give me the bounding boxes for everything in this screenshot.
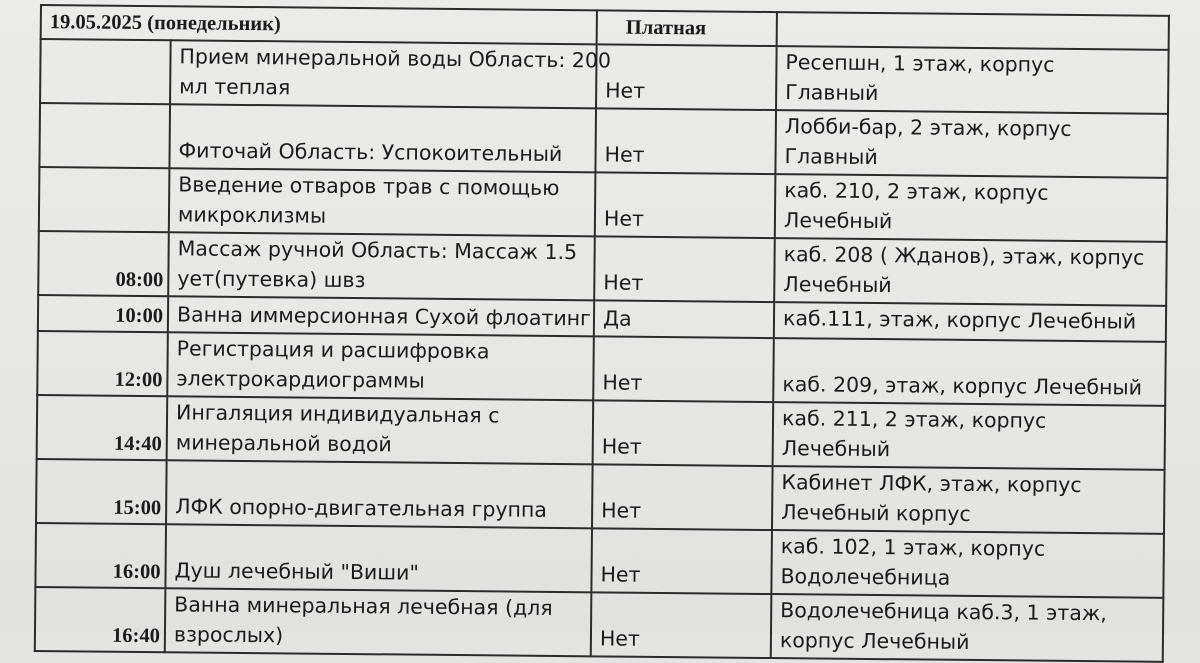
location-cell [773, 338, 1166, 406]
paid-cell: Нет [595, 172, 776, 238]
location-cell [774, 302, 1166, 342]
location-line: Лечебный [781, 436, 891, 462]
location-line: Главный [785, 80, 879, 106]
location-line: Водолечебница каб.3, 1 этаж, [780, 598, 1107, 626]
location-line: каб. 102, 1 этаж, корпус [780, 534, 1046, 561]
procedure-name-cell [167, 332, 594, 400]
time-cell: 12:00 [37, 331, 168, 396]
location-line: корпус Лечебный [779, 628, 970, 654]
location-line: каб.111, этаж, корпус Лечебный [782, 306, 1137, 334]
paid-cell: Да [594, 300, 774, 338]
time-cell: 15:00 [36, 459, 167, 524]
procedure-name-line: электрокардиограммы [176, 366, 425, 393]
place-column-header [777, 12, 1169, 50]
procedure-name-line: Введение отваров трав с помощью [178, 172, 560, 200]
schedule-row [36, 459, 1165, 534]
location-line: Кабинет ЛФК, этаж, корпус [781, 470, 1082, 498]
time-cell [40, 39, 171, 104]
time-cell: 08:00 [38, 231, 169, 296]
procedure-name-cell [168, 232, 595, 300]
location-line: Ресепшн, 1 этаж, корпус [785, 50, 1055, 77]
procedure-name-cell [169, 168, 596, 236]
location-cell [775, 110, 1168, 178]
procedure-name-line: мл теплая [179, 74, 291, 100]
paid-cell: Нет [592, 464, 773, 530]
procedure-name-line: ЛФК опорно-двигательная группа [175, 494, 548, 522]
location-cell [776, 46, 1169, 114]
procedure-name-line [179, 105, 595, 139]
procedure-name-line: Ванна минеральная лечебная (для [174, 592, 553, 620]
date-header: 19.05.2025 (понедельник) [41, 5, 597, 44]
paid-cell: Нет [596, 44, 777, 110]
location-cell [771, 594, 1164, 662]
time-cell [39, 167, 170, 232]
procedure-name-line: Прием минеральной воды Область: 200 [179, 44, 612, 73]
schedule-body [35, 39, 1169, 662]
paid-cell: Нет [595, 108, 776, 174]
procedure-name-cell [170, 40, 612, 108]
procedure-name-cell [169, 104, 596, 172]
location-line: каб. 208 ( Жданов), этаж, корпус [783, 242, 1145, 270]
procedure-name-line [175, 461, 591, 495]
procedure-name-line: микроклизмы [177, 202, 327, 228]
paid-cell: Нет [594, 236, 775, 302]
location-line: каб. 210, 2 этаж, корпус [784, 178, 1049, 205]
schedule-row [35, 523, 1164, 598]
procedure-name-cell [165, 588, 592, 656]
procedure-name-cell [166, 460, 593, 528]
location-line: Водолечебница [780, 564, 951, 590]
time-cell: 14:40 [37, 395, 168, 460]
procedure-name-line: Душ лечебный "Виши" [174, 558, 419, 585]
paid-column-header: Платная [597, 10, 777, 46]
procedure-name-cell [167, 396, 594, 464]
schedule-row [35, 587, 1164, 662]
time-cell: 10:00 [38, 295, 168, 332]
procedure-name-line: Ингаляция индивидуальная с [175, 400, 500, 428]
time-cell: 16:00 [35, 523, 166, 588]
procedure-name-line: Ванна иммерсионная Сухой флоатинг [176, 302, 591, 331]
location-cell [774, 238, 1167, 306]
paid-cell: Нет [593, 400, 774, 466]
procedure-name-line: Регистрация и расшифровка [176, 336, 490, 364]
schedule-row [40, 39, 1169, 114]
location-line: Лобби-бар, 2 этаж, корпус [784, 114, 1072, 141]
procedure-name-cell [165, 524, 592, 592]
procedure-name-line [175, 525, 591, 559]
location-line: Лечебный корпус [781, 500, 971, 526]
time-cell: 16:40 [35, 587, 166, 652]
schedule-row [37, 331, 1166, 406]
schedule-table [34, 4, 1170, 663]
paid-cell: Нет [593, 336, 774, 402]
location-cell [773, 402, 1166, 470]
paid-cell: Нет [591, 528, 772, 594]
procedure-name-line: Массаж ручной Область: Массаж 1.5 [177, 236, 578, 265]
location-line: Лечебный [783, 208, 893, 234]
location-line: каб. 211, 2 этаж, корпус [781, 406, 1047, 433]
procedure-name-line: Фиточай Область: Успокоительный [178, 138, 563, 167]
location-line: каб. 209, этаж, корпус Лечебный [782, 372, 1143, 400]
location-line [783, 339, 1165, 373]
schedule-row [38, 231, 1167, 306]
time-cell [39, 103, 170, 168]
location-cell [771, 530, 1164, 598]
location-cell [775, 174, 1168, 242]
location-cell [772, 466, 1165, 534]
schedule-row [39, 167, 1168, 242]
schedule-row [37, 395, 1166, 470]
paid-cell: Нет [591, 592, 772, 658]
procedure-name-line: минеральной водой [175, 430, 392, 457]
location-line: Лечебный [783, 272, 892, 298]
location-line: Главный [784, 144, 878, 170]
procedure-name-cell [168, 296, 594, 336]
schedule-row [39, 103, 1168, 178]
procedure-name-line: взрослых) [173, 622, 284, 648]
procedure-name-line: ует(путевка) швз [177, 266, 366, 293]
